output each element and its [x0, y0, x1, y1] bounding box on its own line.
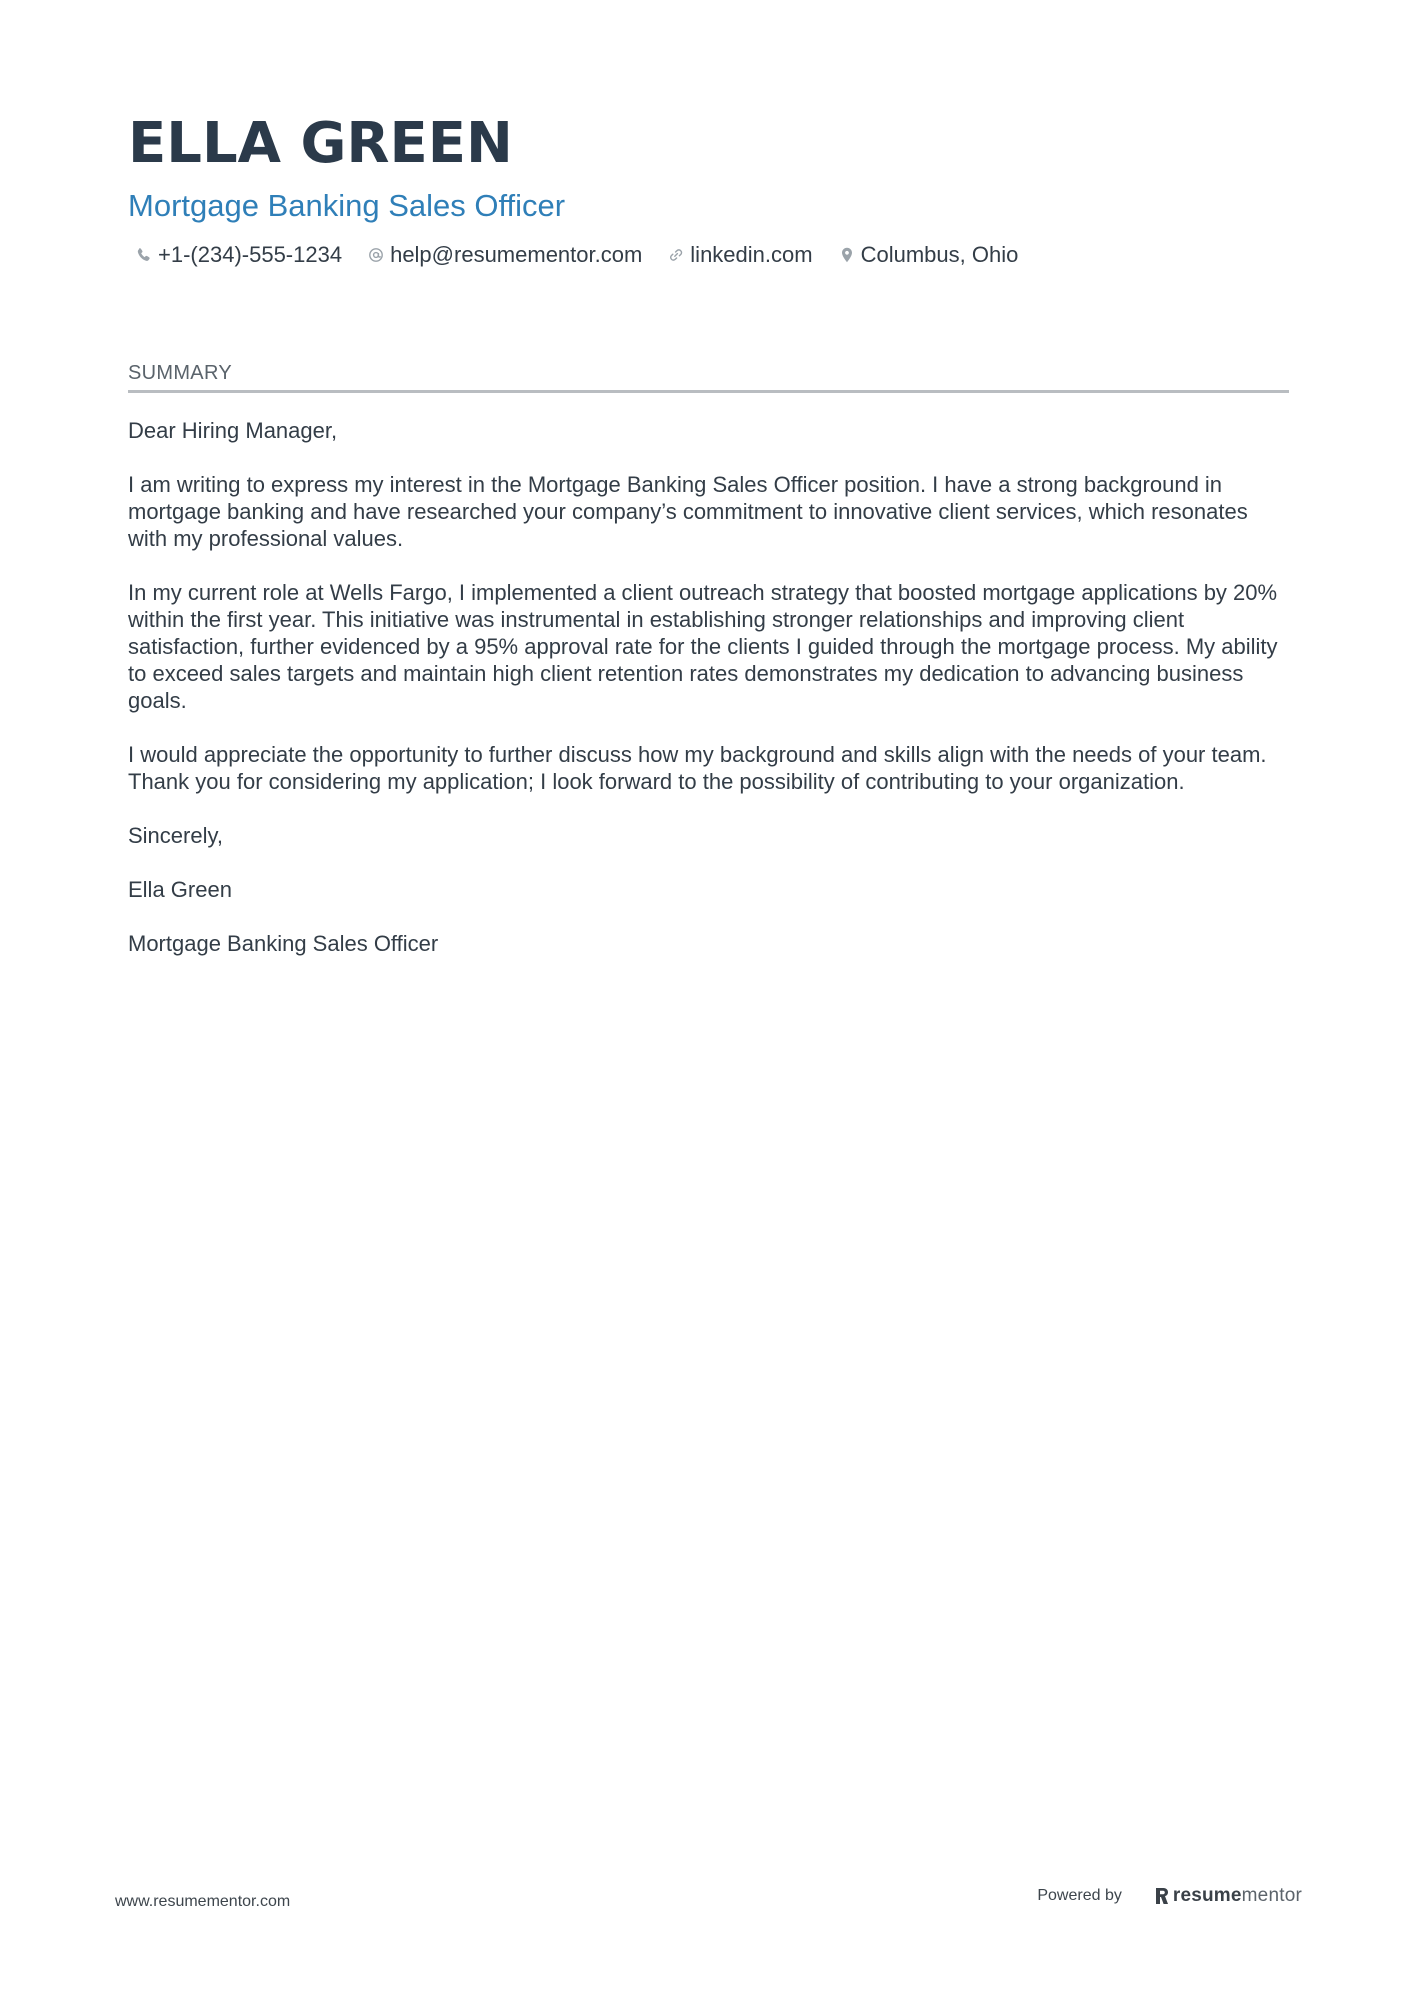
- summary-section: [128, 360, 1289, 984]
- contact-phone: [136, 242, 342, 268]
- applicant-name: ELLA GREEN: [128, 111, 513, 176]
- email-address[interactable]: help@resumementor.com: [390, 242, 643, 267]
- signature-name: Ella Green: [128, 877, 232, 902]
- footer-website[interactable]: www.resumementor.com: [115, 1893, 291, 1910]
- logo-text-light: mentor: [1241, 1885, 1302, 1906]
- signature-title: Mortgage Banking Sales Officer: [128, 931, 439, 956]
- resumementor-wordmark: [1173, 1885, 1302, 1907]
- letter-body: [128, 417, 1289, 957]
- section-heading: SUMMARY: [128, 360, 1289, 393]
- link-icon: [668, 246, 684, 264]
- resumementor-logo-icon: [1154, 1886, 1170, 1906]
- logo-text-bold: resume: [1172, 1885, 1242, 1906]
- header: [128, 108, 1288, 268]
- contact-info: [128, 242, 1288, 268]
- letter-greeting: Dear Hiring Manager,: [128, 418, 338, 443]
- letter-paragraph-1: I am writing to express my interest in the Mortgage Banking Sales Officer position. I have a strong background in mortgage banking and have researched your company’s commitment to innovative client services, which resonates with my professional values.: [128, 472, 1248, 551]
- letter-paragraph-3: I would appreciate the opportunity to further discuss how my background and skills align with the needs of your team. Thank you for considering my application; I look forward to the possibility of contributing to your organization.: [128, 742, 1267, 794]
- contact-email[interactable]: [368, 242, 642, 268]
- contact-location: [839, 242, 1019, 268]
- phone-icon: [136, 246, 152, 264]
- contact-linkedin[interactable]: [668, 242, 812, 268]
- location-text: Columbus, Ohio: [860, 242, 1019, 267]
- job-title: Mortgage Banking Sales Officer: [128, 188, 566, 223]
- resumementor-logo[interactable]: [1154, 1885, 1302, 1907]
- powered-by-label: Powered by: [1037, 1887, 1122, 1904]
- footer-branding: [1037, 1885, 1302, 1907]
- linkedin-link[interactable]: linkedin.com: [690, 242, 813, 267]
- letter-paragraph-2: In my current role at Wells Fargo, I implemented a client outreach strategy that boosted mortgage applications by 20% within the first year. This initiative was instrumental in establishing stronger relationships and improving client satisfaction, further evidenced by a 95% approval rate for the clients I guided through the mortgage process. My ability to exceed sales targets and maintain high client retention rates demonstrates my dedication to advancing business goals.: [128, 580, 1278, 713]
- letter-closing: Sincerely,: [128, 823, 223, 848]
- location-pin-icon: [839, 246, 855, 264]
- at-icon: [368, 246, 384, 264]
- phone-number: +1-(234)-555-1234: [158, 242, 343, 267]
